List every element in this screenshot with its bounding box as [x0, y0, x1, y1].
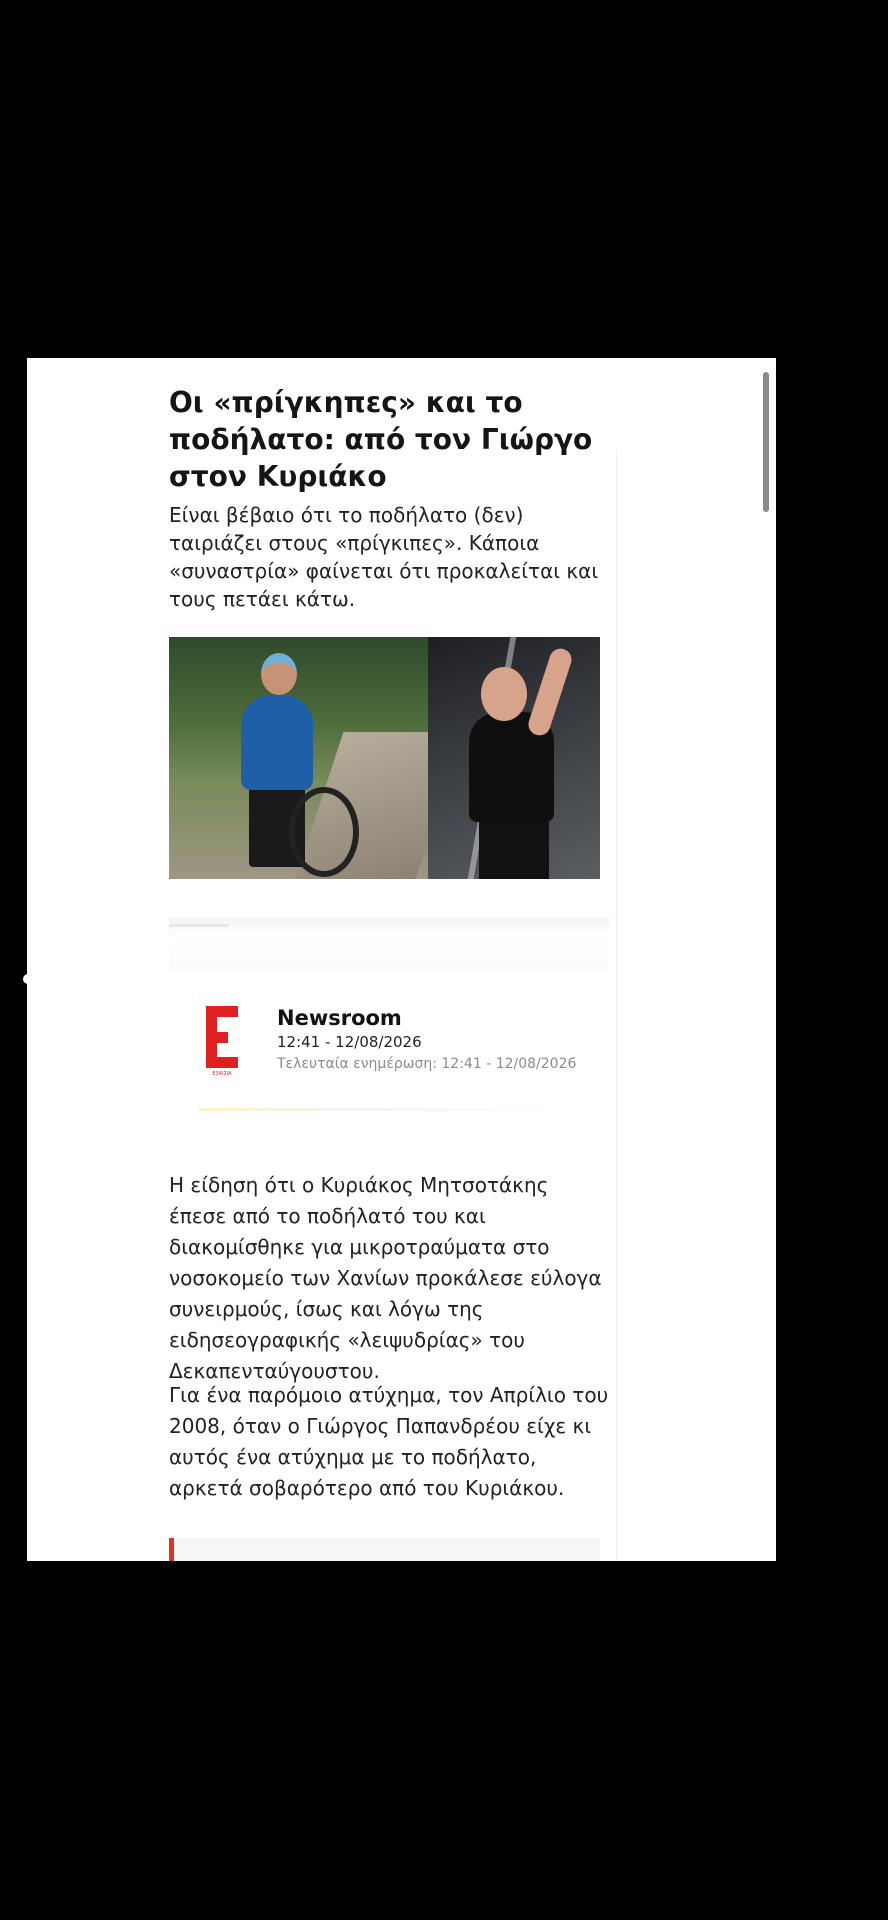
article-title: Οι «πρίγκηπες» και το ποδήλατο: από τον Γιώργο στον Κυριάκο [169, 386, 593, 493]
column-divider [616, 450, 617, 1561]
divider [169, 924, 229, 927]
author-name[interactable]: Newsroom [277, 1006, 402, 1030]
quote-block [169, 1538, 600, 1561]
scrollbar[interactable] [763, 372, 769, 512]
updated-date: Τελευταία ενημέρωση: 12:41 - 12/08/2026 [277, 1056, 577, 1072]
logo-caption: ΕΞΑΙΣΙΑ [212, 1071, 232, 1077]
ad-placeholder [169, 918, 609, 970]
quote-accent [169, 1538, 174, 1561]
article-photo[interactable] [169, 637, 600, 879]
article-lead: Είναι βέβαιο ότι το ποδήλατο (δεν) ταιριάζει στους «πρίγκιπες». Κάποια «συναστρία» φαίνεται ότι προκαλείται και τους πετάει κάτω. [169, 503, 599, 611]
publish-date: 12:41 - 12/08/2026 [277, 1033, 422, 1051]
article-paragraph: Για ένα παρόμοιο ατύχημα, τον Απρίλιο του 2008, όταν ο Γιώργος Παπανδρέου είχε κι αυτός ένα ατύχημα με το ποδήλατο, αρκετά σοβαρότερο από του Κυριάκου. [169, 1383, 609, 1500]
article-paragraph: Η είδηση ότι ο Κυριάκος Μητσοτάκης έπεσε από το ποδήλατό του και διακομίσθηκε για μικροτραύματα στο νοσοκομείο των Χανίων προκάλεσε εύλογα συνειρμούς, ίσως και λόγω της ειδησεογραφικής «λειψυδρίας» του Δεκαπενταύγουστου. [169, 1173, 602, 1383]
edge-handle [23, 974, 33, 984]
divider [199, 1108, 569, 1111]
publisher-logo[interactable] [203, 1004, 241, 1080]
